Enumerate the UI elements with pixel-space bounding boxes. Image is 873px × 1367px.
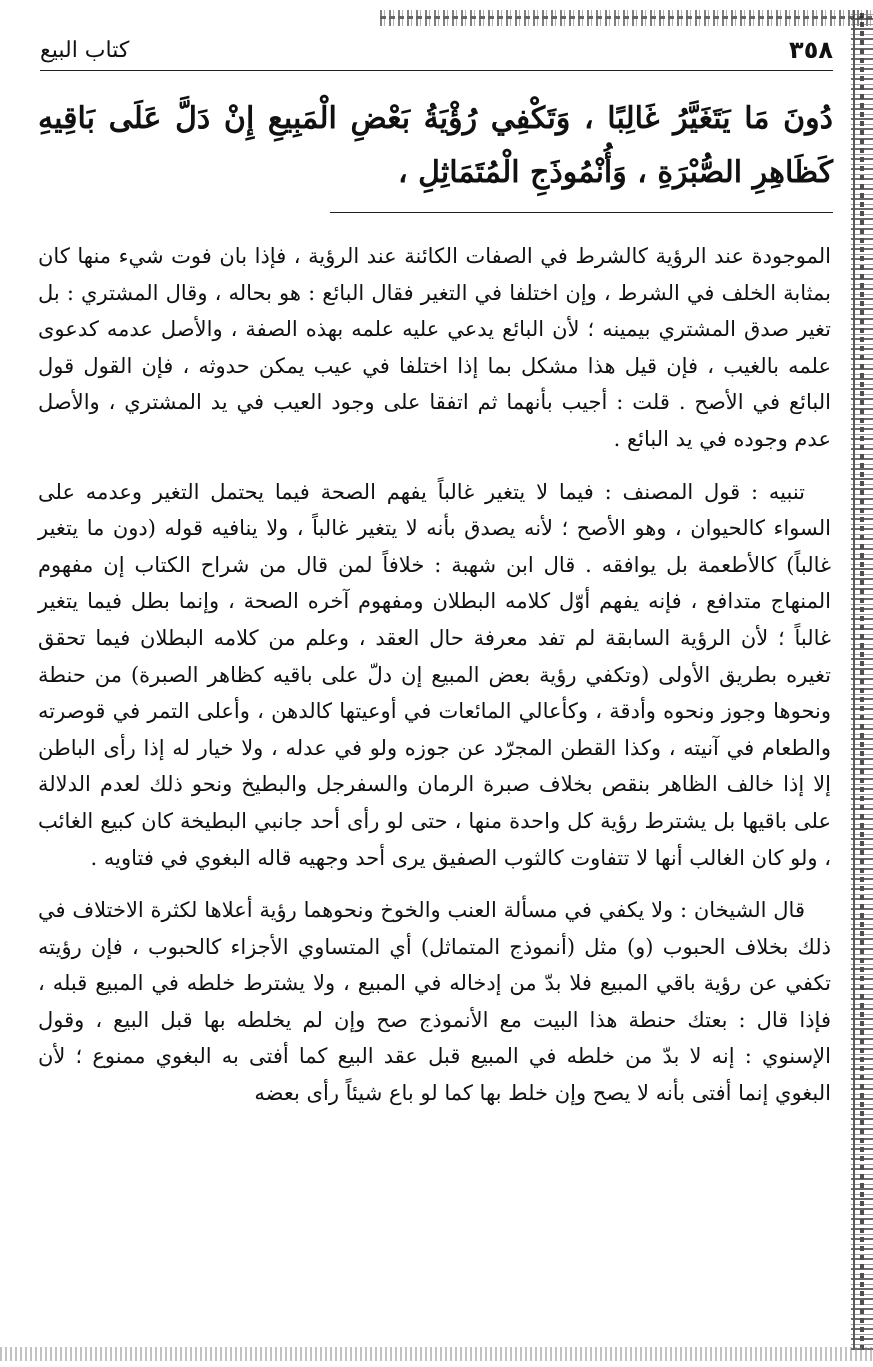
sharh-paragraph: قال الشيخان : ولا يكفي في مسألة العنب والخوخ ونحوهما رؤية أعلاها لكثرة الاختلاف في ذلك بخلاف الحبوب (و) مثل (أنموذج المتماثل) أي المتساوي الأجزاء كالحبوب ، فإن رؤيته تكفي عن رؤية باقي المبيع فلا بدّ من إدخاله في المبيع ، ولا يشترط خلطه في المبيع قبله ، فإذا قال : بعتك حنطة هذا البيت مع الأنموذج صح وإن لم يخلطه بها قبل البيع ، وقول الإسنوي : إنه لا بدّ من خلطه في المبيع قبل عقد البيع كما أفتى به البغوي ممنوع ؛ لأن البغوي إنما أفتى بأنه لا يصح وإن خلط بها كما لو باع شيئاً رأى بعضه <box>38 898 831 1106</box>
decorative-border-bottom <box>0 1347 873 1361</box>
book-title: كتاب البيع <box>40 37 130 63</box>
decorative-border-right <box>851 10 873 1350</box>
decorative-border-top <box>380 10 873 26</box>
sharh-commentary <box>38 238 831 1112</box>
page-number: ٣٥٨ <box>789 36 833 64</box>
sharh-paragraph: تنبيه : قول المصنف : فيما لا يتغير غالباً يفهم الصحة فيما يحتمل التغير وعدمه على السواء كالحيوان ، وهو الأصح ؛ لأنه يصدق بأنه لا يتغير غالباً ، ولا ينافيه قوله (دون ما يتغير غالباً) كالأطعمة بل يوافقه . قال ابن شهبة : خلافاً لمن قال من شراح الكتاب إن مفهوم المنهاج متدافع ، فإنه يفهم أوّل كلامه البطلان ومفهوم آخره الصحة ، وإنما بطل فيما يتغير غالباً ؛ لأن الرؤية السابقة لم تفد معرفة حال العقد ، وعلم من كلامه البطلان فيما تحقق تغيره بطريق الأولى (وتكفي رؤية بعض المبيع إن دلّ على باقيه كظاهر الصبرة) من حنطة ونحوها وجوز ونحوه وأدقة ، وكأعالي المائعات في أوعيتها كالدهن ، وأعلى التمر في قوصرته والطعام في آنيته ، وكذا القطن المجرّد عن جوزه ولو في عدله ، ولا خيار له إذا رأى الباطن إلا إذا خالف الظاهر بنقص بخلاف صبرة الرمان والسفرجل والبطيخ ونحو ذلك لعدم الدلالة على باقيها بل يشترط رؤية كل واحدة منها ، حتى لو رأى أحد جانبي البطيخة كان كبيع الغائب ، ولو كان الغالب أنها لا تتفاوت كالثوب الصفيق يرى أحد وجهيه قاله البغوي في فتاويه . <box>38 479 831 870</box>
matn-text: دُونَ مَا يَتَغَيَّرُ غَالِبًا ، وَتَكْفِي رُؤْيَةُ بَعْضِ الْمَبِيعِ إِنْ دَلَّ عَلَى بَاقِيهِ كَظَاهِرِ الصُّبْرَةِ ، وَأُنْمُوذَجِ الْمُتَمَاثِلِ ، <box>38 101 833 190</box>
sharh-paragraph: الموجودة عند الرؤية كالشرط في الصفات الكائنة عند الرؤية ، فإذا بان فوت شيء منها كان بمثابة الخلف في الشرط ، وإن اختلفا في التغير فقال البائع : هو بحاله ، وقال المشتري : بل تغير صدق المشتري بيمينه ؛ لأن البائع يدعي عليه علمه بهذه الصفة ، والأصل عدمه كدعوى علمه بالغيب ، فإن قيل هذا مشكل بما إذا اختلفا في عيب يمكن حدوثه ، فإن القول قول البائع في الأصح . قلت : أجيب بأنهما ثم اتفقا على وجود العيب في يد المشتري ، والأصل عدم وجوده في يد البائع . <box>38 244 831 451</box>
matn-divider <box>330 212 833 213</box>
page-header <box>40 30 833 71</box>
